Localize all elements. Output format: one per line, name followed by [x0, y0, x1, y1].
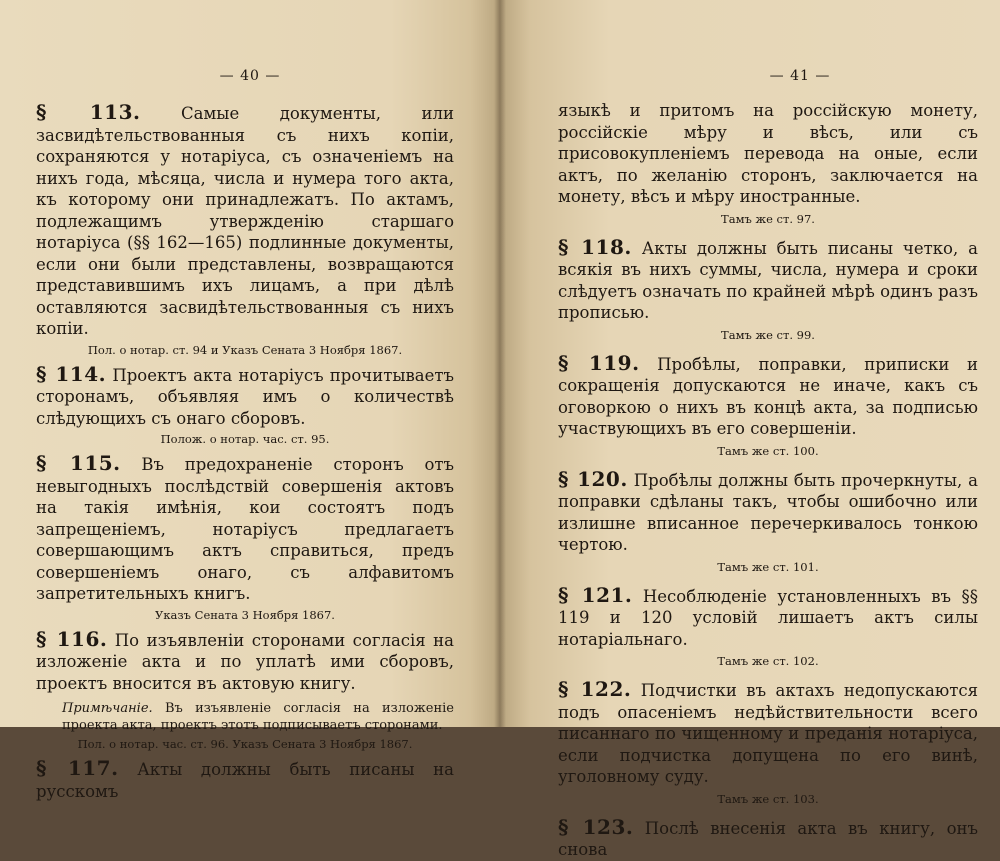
section-source: Указъ Сената 3 Ноября 1867. [155, 607, 335, 622]
section-text: Пробѣлы должны быть прочеркнуты, а поправки сдѣланы такъ, чтобы ошибочно или излишне вписанное перечеркивалось тонкою чертою. [558, 470, 979, 554]
section-source: Тамъ же ст. 99. [721, 327, 815, 342]
section-text: По изъявленіи сторонами согласія на изложеніе акта и по уплатѣ ими сборовъ, проектъ вносится въ актовую книгу. [36, 630, 454, 693]
section-text: Пробѣлы, поправки, приписки и сокращенія допускаются не иначе, какъ съ оговоркою о нихъ въ концѣ акта, за подписью участвующихъ въ его совершеніи. [558, 354, 978, 438]
section-number: § 117. [36, 756, 119, 780]
section-117 [36, 758, 454, 802]
section-122 [558, 679, 978, 788]
section-text: Послѣ внесенія акта въ книгу, онъ снова [558, 818, 978, 859]
section-113 [36, 102, 454, 340]
section-119 [558, 350, 978, 440]
section-number: § 121. [558, 582, 633, 607]
section-text: Подчистки въ актахъ недопускаются подъ опасеніемъ недѣйствительности всего писаннаго по чищенному и преданія нотаріуса, если подчистка допущена по его винѣ, уголовному суду. [558, 681, 978, 786]
section-text: Несоблюденіе установленныхъ въ §§ 119 и 120 условій лишаетъ актъ силы нотаріальнаго. [558, 586, 979, 649]
section-text: Въ предохраненіе сторонъ отъ невыгодныхъ послѣдствій совершенія актовъ на такія имѣнія, кои состоятъ подъ запрещеніемъ, нотаріусъ предлагаетъ совершающимъ актъ справиться, предъ совершеніемъ онаго, съ алфавитомъ запретительныхъ книгъ. [36, 455, 455, 603]
section-120 [558, 466, 979, 556]
note-heading: Примѣчаніе. [62, 701, 153, 716]
book-gutter [494, 0, 506, 727]
section-text: Акты должны быть писаны четко, а всякія въ нихъ суммы, числа, нумера и сроки слѣдуетъ означать по крайней мѣрѣ одинъ разъ прописью. [558, 238, 978, 322]
right-page [500, 0, 1000, 859]
section-118 [558, 234, 978, 324]
section-source: Пол. о нотар. час. ст. 96. Указъ Сената 3 Ноября 1867. [77, 737, 413, 751]
section-114 [36, 361, 454, 430]
left-page-text [36, 102, 454, 802]
section-121 [558, 582, 979, 651]
section-number: § 116. [36, 626, 108, 651]
section-source: Тамъ же ст. 101. [717, 559, 819, 574]
section-number: § 113. [36, 100, 141, 124]
right-page-text [558, 100, 978, 861]
section-number: § 115. [36, 451, 121, 475]
section-source: Пол. о нотар. ст. 94 и Указъ Сената 3 Ноября 1867. [87, 342, 403, 357]
section-number: § 120. [558, 466, 628, 491]
section-source: Тамъ же ст. 103. [717, 791, 819, 806]
section-116 [36, 626, 454, 695]
section-number: § 114. [36, 361, 107, 386]
section-115 [36, 453, 454, 605]
section-text: Проектъ акта нотаріусъ прочитываетъ сторонамъ, объявляя имъ о количествѣ слѣдующихъ съ онаго сборовъ. [36, 365, 454, 428]
section-text: Акты должны быть писаны на русскомъ [36, 760, 454, 801]
page-number-right: — 41 — [769, 68, 831, 84]
section-source: Тамъ же ст. 100. [717, 443, 819, 458]
section-123 [558, 814, 978, 861]
continued-text: языкѣ и притомъ на россійскую монету, россійскіе мѣру и вѣсъ, или съ присовокупленіемъ перевода на оные, если актъ, по желанію сторонъ, заключается на монету, вѣсъ и мѣру иностранные. [558, 101, 978, 206]
section-source: Тамъ же ст. 102. [717, 654, 819, 668]
section-source: Полож. о нотар. час. ст. 95. [160, 432, 330, 446]
left-page [0, 0, 500, 801]
section-number: § 118. [558, 234, 632, 259]
note-text: Въ изъявленіе согласія на изложеніе проекта акта, проектъ этотъ подписываетъ сторонами. [62, 701, 455, 733]
section-number: § 122. [558, 677, 632, 701]
section-number: § 123. [558, 814, 634, 839]
page-number-left: — 40 — [219, 68, 281, 84]
section-number: § 119. [558, 350, 640, 375]
section-note [36, 700, 454, 734]
section-text: Самые документы, или засвидѣтельствованныя съ нихъ копіи, сохраняются у нотаріуса, съ означеніемъ на нихъ года, мѣсяца, числа и нумера того акта, къ которому они принадлежатъ. По актамъ, подлежащимъ утвержденію старшаго нотаріуса (§§ 162—165) подлинные документы, если они были представлены, возвращаются представившимъ ихъ лицамъ, а при дѣлѣ оставляются засвидѣтельствованныя съ нихъ копіи. [36, 104, 455, 338]
section-source: Тамъ же ст. 97. [721, 211, 815, 226]
